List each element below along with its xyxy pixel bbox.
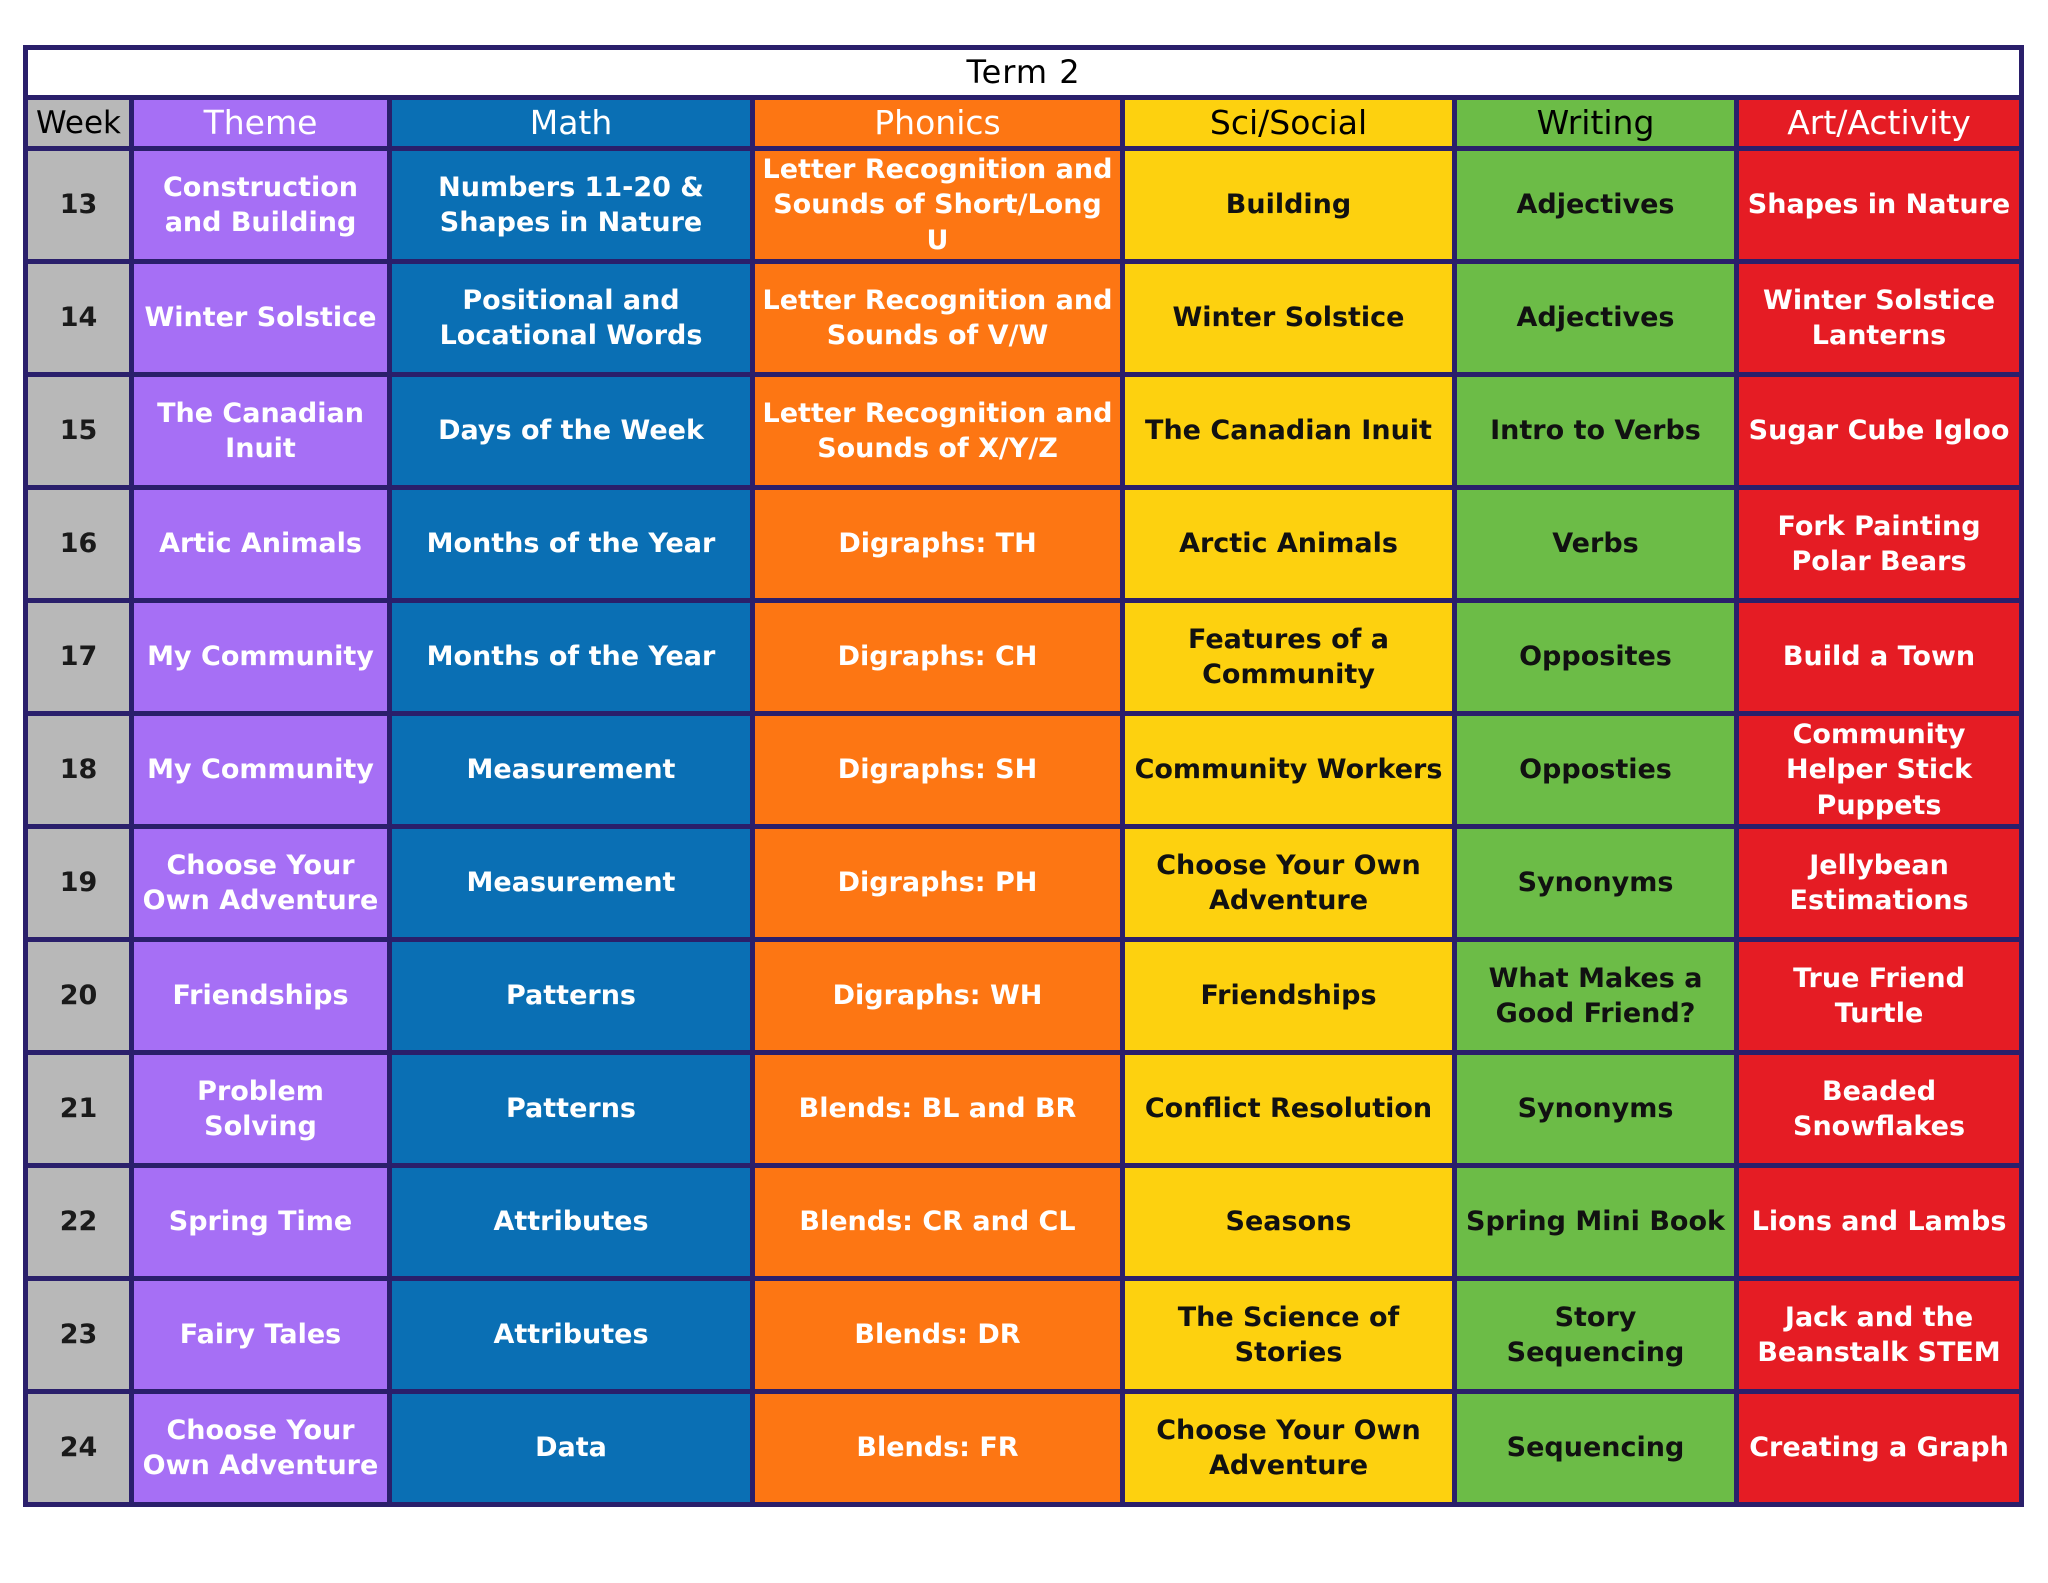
phonics-cell: Letter Recognition and Sounds of Short/Long U xyxy=(753,149,1123,262)
writing-cell: Opposites xyxy=(1455,601,1737,714)
sci-social-cell: The Science of Stories xyxy=(1123,1279,1455,1392)
math-cell: Days of the Week xyxy=(390,375,753,488)
sci-social-cell: The Canadian Inuit xyxy=(1123,375,1455,488)
math-cell: Positional and Locational Words xyxy=(390,262,753,375)
theme-cell: My Community xyxy=(132,714,390,827)
art-activity-cell: Community Helper Stick Puppets xyxy=(1737,714,2022,827)
week-cell: 14 xyxy=(26,262,132,375)
term-title: Term 2 xyxy=(26,48,2022,98)
header-writing: Writing xyxy=(1455,98,1737,149)
sci-social-cell: Friendships xyxy=(1123,940,1455,1053)
week-cell: 23 xyxy=(26,1279,132,1392)
math-cell: Attributes xyxy=(390,1166,753,1279)
table-row xyxy=(26,940,2022,1053)
art-activity-cell: Sugar Cube Igloo xyxy=(1737,375,2022,488)
writing-cell: Synonyms xyxy=(1455,827,1737,940)
sci-social-cell: Arctic Animals xyxy=(1123,488,1455,601)
table-row xyxy=(26,714,2022,827)
art-activity-cell: Creating a Graph xyxy=(1737,1392,2022,1505)
table-row xyxy=(26,1392,2022,1505)
theme-cell: Winter Solstice xyxy=(132,262,390,375)
table-row xyxy=(26,1166,2022,1279)
header-theme: Theme xyxy=(132,98,390,149)
phonics-cell: Digraphs: PH xyxy=(753,827,1123,940)
sci-social-cell: Conflict Resolution xyxy=(1123,1053,1455,1166)
art-activity-cell: Jellybean Estimations xyxy=(1737,827,2022,940)
week-cell: 24 xyxy=(26,1392,132,1505)
sci-social-cell: Choose Your Own Adventure xyxy=(1123,1392,1455,1505)
week-cell: 19 xyxy=(26,827,132,940)
phonics-cell: Digraphs: CH xyxy=(753,601,1123,714)
week-cell: 22 xyxy=(26,1166,132,1279)
writing-cell: Verbs xyxy=(1455,488,1737,601)
header-sci-social: Sci/Social xyxy=(1123,98,1455,149)
art-activity-cell: Shapes in Nature xyxy=(1737,149,2022,262)
theme-cell: Spring Time xyxy=(132,1166,390,1279)
math-cell: Numbers 11-20 & Shapes in Nature xyxy=(390,149,753,262)
writing-cell: What Makes a Good Friend? xyxy=(1455,940,1737,1053)
week-cell: 20 xyxy=(26,940,132,1053)
phonics-cell: Blends: FR xyxy=(753,1392,1123,1505)
math-cell: Months of the Year xyxy=(390,601,753,714)
art-activity-cell: Build a Town xyxy=(1737,601,2022,714)
math-cell: Data xyxy=(390,1392,753,1505)
writing-cell: Spring Mini Book xyxy=(1455,1166,1737,1279)
week-cell: 16 xyxy=(26,488,132,601)
table-row xyxy=(26,488,2022,601)
writing-cell: Intro to Verbs xyxy=(1455,375,1737,488)
header-phonics: Phonics xyxy=(753,98,1123,149)
phonics-cell: Letter Recognition and Sounds of V/W xyxy=(753,262,1123,375)
art-activity-cell: Fork Painting Polar Bears xyxy=(1737,488,2022,601)
term-planner-table xyxy=(23,45,2024,1507)
sci-social-cell: Building xyxy=(1123,149,1455,262)
phonics-cell: Blends: BL and BR xyxy=(753,1053,1123,1166)
theme-cell: Choose Your Own Adventure xyxy=(132,1392,390,1505)
phonics-cell: Blends: CR and CL xyxy=(753,1166,1123,1279)
theme-cell: Fairy Tales xyxy=(132,1279,390,1392)
header-math: Math xyxy=(390,98,753,149)
table-row xyxy=(26,1279,2022,1392)
sci-social-cell: Winter Solstice xyxy=(1123,262,1455,375)
table-row xyxy=(26,1053,2022,1166)
art-activity-cell: True Friend Turtle xyxy=(1737,940,2022,1053)
phonics-cell: Digraphs: WH xyxy=(753,940,1123,1053)
math-cell: Patterns xyxy=(390,1053,753,1166)
math-cell: Months of the Year xyxy=(390,488,753,601)
writing-cell: Synonyms xyxy=(1455,1053,1737,1166)
week-cell: 13 xyxy=(26,149,132,262)
week-cell: 21 xyxy=(26,1053,132,1166)
phonics-cell: Blends: DR xyxy=(753,1279,1123,1392)
week-cell: 15 xyxy=(26,375,132,488)
table-row xyxy=(26,827,2022,940)
phonics-cell: Digraphs: TH xyxy=(753,488,1123,601)
theme-cell: The Canadian Inuit xyxy=(132,375,390,488)
math-cell: Measurement xyxy=(390,714,753,827)
theme-cell: My Community xyxy=(132,601,390,714)
sci-social-cell: Seasons xyxy=(1123,1166,1455,1279)
planner-body xyxy=(26,149,2022,1505)
table-row xyxy=(26,375,2022,488)
math-cell: Patterns xyxy=(390,940,753,1053)
math-cell: Measurement xyxy=(390,827,753,940)
art-activity-cell: Winter Solstice Lanterns xyxy=(1737,262,2022,375)
theme-cell: Problem Solving xyxy=(132,1053,390,1166)
table-row xyxy=(26,262,2022,375)
header-art-activity: Art/Activity xyxy=(1737,98,2022,149)
sci-social-cell: Choose Your Own Adventure xyxy=(1123,827,1455,940)
table-row xyxy=(26,601,2022,714)
art-activity-cell: Jack and the Beanstalk STEM xyxy=(1737,1279,2022,1392)
table-row xyxy=(26,149,2022,262)
writing-cell: Story Sequencing xyxy=(1455,1279,1737,1392)
theme-cell: Friendships xyxy=(132,940,390,1053)
sci-social-cell: Community Workers xyxy=(1123,714,1455,827)
week-cell: 18 xyxy=(26,714,132,827)
writing-cell: Adjectives xyxy=(1455,262,1737,375)
phonics-cell: Letter Recognition and Sounds of X/Y/Z xyxy=(753,375,1123,488)
art-activity-cell: Beaded Snowflakes xyxy=(1737,1053,2022,1166)
week-cell: 17 xyxy=(26,601,132,714)
sci-social-cell: Features of a Community xyxy=(1123,601,1455,714)
theme-cell: Artic Animals xyxy=(132,488,390,601)
writing-cell: Opposties xyxy=(1455,714,1737,827)
theme-cell: Choose Your Own Adventure xyxy=(132,827,390,940)
writing-cell: Sequencing xyxy=(1455,1392,1737,1505)
theme-cell: Construction and Building xyxy=(132,149,390,262)
art-activity-cell: Lions and Lambs xyxy=(1737,1166,2022,1279)
phonics-cell: Digraphs: SH xyxy=(753,714,1123,827)
math-cell: Attributes xyxy=(390,1279,753,1392)
header-week: Week xyxy=(26,98,132,149)
writing-cell: Adjectives xyxy=(1455,149,1737,262)
